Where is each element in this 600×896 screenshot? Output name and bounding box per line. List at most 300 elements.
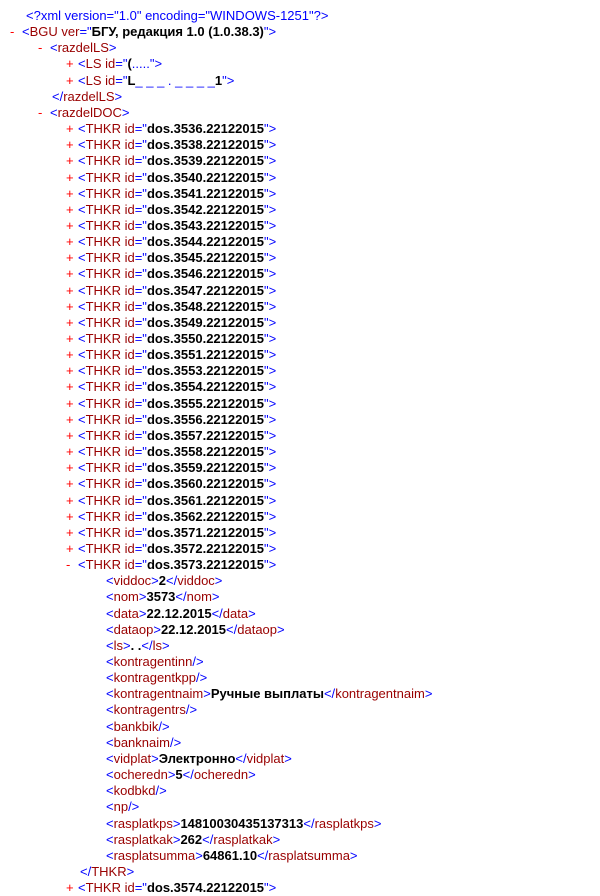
tag-name: THKR id [85,460,135,476]
element-value: 5 [175,767,183,783]
attribute-value: dos.3549.22122015 [146,314,265,330]
attribute-value: dos.3543.22122015 [146,217,265,233]
ls-node [66,73,234,89]
bracket: "> [264,540,277,556]
bracket: < [106,605,114,621]
field-rasplatsumma [106,848,358,864]
expand-toggle-icon[interactable]: + [66,427,74,443]
thkr-node-collapsed [66,315,276,331]
bracket: < [78,557,86,573]
bracket: "> [149,56,163,72]
expand-toggle-icon[interactable]: + [66,379,74,395]
attribute-value: dos.3553.22122015 [146,363,265,379]
tag-name: BGU ver [29,24,80,40]
thkr-node-collapsed [66,509,276,525]
bracket: < [78,282,86,298]
tag-name: nom [186,589,212,605]
bracket: =" [134,201,147,217]
attribute-value: ( [127,56,132,72]
expand-toggle-icon[interactable]: + [66,524,74,540]
bracket: </ [80,863,92,879]
bracket: > [108,40,117,56]
attribute-value: dos.3542.22122015 [146,201,265,217]
collapse-toggle-icon[interactable]: - [10,24,15,40]
bracket: > [121,104,130,120]
bracket: </ [182,767,194,783]
thkr-node-collapsed [66,460,276,476]
bracket: </ [303,815,315,831]
bracket: </ [211,605,223,621]
bracket: =" [134,427,147,443]
thkr-node-collapsed [66,299,276,315]
bracket: < [78,234,86,250]
expand-toggle-icon[interactable]: + [66,331,74,346]
field-rasplatkak [106,832,280,848]
element-value: Ручные выплаты [210,686,324,702]
razdells-close [52,89,122,105]
bracket: < [106,654,114,669]
attribute-value: dos.3545.22122015 [146,250,265,266]
thkr-node-collapsed [66,493,276,509]
bracket: =" [79,24,92,40]
attribute-value: dos.3555.22122015 [146,395,265,411]
thkr-node-collapsed [66,234,276,250]
element-value: 22.12.2015 [146,605,212,621]
bracket: > [151,573,159,589]
tag-name: razdelLS [63,88,115,104]
collapse-toggle-icon[interactable]: - [38,40,43,56]
tag-name: THKR id [85,121,135,137]
tag-name: kontragentkpp [113,670,196,686]
attribute-value: dos.3571.22122015 [146,524,265,540]
bracket: =" [134,331,147,346]
tag-name: kontragentrs [113,702,186,718]
bracket: </ [166,573,178,589]
expand-toggle-icon[interactable]: + [66,185,74,201]
bracket: > [138,605,147,621]
tag-name: THKR id [85,137,135,153]
tag-name: LS id [85,56,116,72]
tag-name: razdelDOC [57,104,122,120]
bracket: =" [134,298,147,314]
thkr-node-collapsed [66,541,276,557]
attribute-value: dos.3547.22122015 [146,282,265,298]
expand-toggle-icon[interactable]: + [66,492,74,508]
bracket: < [78,185,86,201]
tag-name: np [113,799,129,815]
tag-name: THKR id [85,282,135,298]
thkr-node-collapsed [66,186,276,202]
expand-toggle-icon[interactable]: + [66,476,74,492]
bracket: /> [128,799,140,815]
bracket: =" [134,217,147,233]
bracket: =" [115,56,128,72]
bracket: < [78,460,86,476]
bracket: "> [264,217,277,233]
bracket: > [195,847,203,863]
tag-name: rasplatkak [213,831,273,847]
attribute-value: 1 [214,72,223,88]
bracket: < [78,298,86,314]
tag-name: THKR id [85,201,135,217]
expand-toggle-icon[interactable]: + [66,201,74,217]
tag-name: THKR id [85,411,135,427]
thkr-node-expanded [66,557,276,573]
expand-toggle-icon[interactable]: + [66,363,74,379]
bracket: < [106,847,114,863]
tag-name: THKR id [85,234,135,250]
tag-name: THKR id [85,153,135,169]
bracket: > [203,686,211,702]
tag-name: viddoc [177,573,215,589]
bracket: > [151,750,159,766]
thkr-node-collapsed [66,379,276,395]
attribute-value: L [127,72,136,88]
bracket: < [78,524,86,540]
thkr-node-collapsed [66,250,276,266]
field-bankbik [106,719,170,735]
collapse-toggle-icon[interactable]: - [38,104,43,120]
field-kontragentnaim [106,686,432,702]
bracket: > [424,686,433,702]
bracket: /> [192,654,204,669]
attribute-value: dos.3544.22122015 [146,234,265,250]
bracket: =" [134,540,147,556]
bracket: =" [134,476,147,492]
tag-name: kontragentnaim [113,686,204,702]
element-value: 22.12.2015 [160,621,227,637]
bracket: < [106,767,114,783]
tag-name: THKR id [85,331,135,346]
bracket: "> [264,266,277,282]
bracket: "> [264,492,277,508]
field-ocheredn [106,767,256,783]
tag-name: kontragentinn [113,654,193,669]
tag-name: kontragentnaim [335,686,425,702]
bracket: "> [264,880,277,896]
bracket: < [106,718,114,734]
tag-name: THKR id [85,185,135,201]
bracket: "> [264,282,277,298]
bracket: < [78,379,86,395]
bracket: < [78,492,86,508]
bracket: "> [264,137,277,153]
attribute-value: dos.3536.22122015 [146,121,265,137]
bracket: "> [264,444,277,460]
bracket: > [214,573,223,589]
field-banknaim [106,735,181,751]
tag-name: THKR [91,863,127,879]
tag-name: vidplat [246,750,285,766]
field-vidplat [106,751,292,767]
attribute-value-redacted: ..... [131,56,150,72]
bracket: </ [257,847,269,863]
tag-name: data [222,605,249,621]
tag-name: rasplatsumma [113,847,196,863]
expand-toggle-icon[interactable]: + [66,460,74,476]
bracket: > [272,831,281,847]
attribute-value: БГУ, редакция 1.0 (1.0.38.3) [91,24,264,40]
bracket: > [162,637,170,653]
expand-toggle-icon[interactable]: + [66,395,74,411]
expand-toggle-icon[interactable]: + [66,298,74,314]
bracket: "> [264,557,277,573]
tag-name: THKR id [85,169,135,185]
tag-name: rasplatkps [314,815,374,831]
xml-declaration [26,8,328,24]
tag-name: rasplatkps [113,815,173,831]
bracket: < [78,169,86,185]
bracket: < [78,314,86,330]
tag-name: viddoc [113,573,152,589]
bracket: /> [158,718,170,734]
bracket: =" [134,508,147,524]
attribute-value: dos.3538.22122015 [146,137,265,153]
bracket: < [78,72,86,88]
bracket: < [78,56,86,72]
tag-name: kodbkd [113,783,156,799]
attribute-value: dos.3558.22122015 [146,444,265,460]
tag-name: THKR id [85,363,135,379]
element-value: 64861.10 [202,847,258,863]
bracket: < [78,476,86,492]
element-value: . . [130,637,142,653]
field-nom [106,589,220,605]
bracket: "> [222,72,235,88]
expand-toggle-icon[interactable]: + [66,444,74,460]
thkr-node-collapsed [66,525,276,541]
expand-toggle-icon[interactable]: + [66,411,74,427]
bracket: < [78,411,86,427]
element-value: 262 [180,831,203,847]
bracket: > [122,637,131,653]
bracket: "> [264,250,277,266]
bracket: =" [134,250,147,266]
attribute-value: dos.3561.22122015 [146,492,265,508]
bracket: < [106,702,114,718]
bracket: > [167,767,176,783]
thkr-node-collapsed [66,283,276,299]
attribute-value: dos.3557.22122015 [146,427,265,443]
bracket: =" [134,153,147,169]
attribute-value: dos.3574.22122015 [146,880,265,896]
bracket: < [106,621,114,637]
bracket: =" [134,121,147,137]
tag-name: THKR id [85,476,135,492]
attribute-value: dos.3560.22122015 [146,476,265,492]
bracket: < [106,589,114,605]
tag-name: THKR id [85,444,135,460]
bracket: > [277,621,285,637]
bracket: < [78,250,86,266]
bracket: > [114,88,123,104]
bracket: =" [134,282,147,298]
attribute-value: dos.3559.22122015 [146,460,265,476]
bracket: "> [264,185,277,201]
tag-name: THKR id [85,379,135,395]
field-kontragentinn [106,654,204,670]
attribute-value: dos.3572.22122015 [146,540,265,556]
expand-toggle-icon[interactable]: + [66,153,74,169]
bracket: < [106,831,114,847]
bracket: </ [175,589,187,605]
collapse-toggle-icon[interactable]: - [66,557,71,573]
bracket: < [78,137,86,153]
bracket: "> [264,411,277,427]
bracket: > [211,589,220,605]
expand-toggle-icon[interactable]: + [66,540,74,556]
bracket: "> [264,234,277,250]
bracket: > [349,847,358,863]
bracket: > [126,863,135,879]
bracket: "> [264,379,277,395]
bracket: < [106,686,114,702]
tag-name: THKR id [85,508,135,524]
tag-name: rasplatkak [113,831,173,847]
bracket: =" [134,137,147,153]
bracket: < [50,40,58,56]
expand-toggle-icon[interactable]: + [66,169,74,185]
bracket: "> [264,169,277,185]
expand-toggle-icon[interactable]: + [66,508,74,524]
field-dataop [106,622,285,638]
tag-name: vidplat [113,750,152,766]
expand-toggle-icon[interactable]: + [66,72,74,88]
thkr-node-collapsed [66,428,276,444]
bracket: < [106,815,114,831]
thkr-node-partial [66,880,276,896]
tag-name: THKR id [85,217,135,233]
bracket: =" [134,379,147,395]
attribute-value: dos.3540.22122015 [146,169,265,185]
tag-name: data [113,605,139,621]
bracket: > [248,605,256,621]
bracket: </ [226,621,238,637]
bracket: < [106,670,114,686]
bracket: > [284,750,292,766]
thkr-node-collapsed [66,412,276,428]
root-node [10,24,276,40]
bracket: < [50,104,58,120]
field-kontragentrs [106,702,197,718]
expand-toggle-icon[interactable]: + [66,282,74,298]
bracket: < [106,637,114,653]
tag-name: THKR id [85,298,135,314]
tag-name: rasplatsumma [268,847,350,863]
bracket: "> [264,476,277,492]
thkr-node-collapsed [66,347,276,363]
field-kodbkd [106,783,167,799]
field-rasplatkps [106,816,381,832]
thkr-node-collapsed [66,363,276,379]
expand-toggle-icon[interactable]: + [66,347,74,363]
expand-toggle-icon[interactable]: + [66,217,74,233]
expand-toggle-icon[interactable]: + [66,266,74,282]
bracket: /> [155,783,167,799]
bracket: "> [264,508,277,524]
field-kontragentkpp [106,670,207,686]
attribute-value: dos.3556.22122015 [146,411,265,427]
expand-toggle-icon[interactable]: + [66,121,74,137]
expand-toggle-icon[interactable]: + [66,234,74,250]
thkr-node-collapsed [66,218,276,234]
bracket: "> [264,298,277,314]
tag-name: THKR id [85,880,135,896]
bracket: < [106,734,114,750]
attribute-value: dos.3562.22122015 [146,508,265,524]
tag-name: THKR id [85,524,135,540]
bracket: > [172,831,181,847]
thkr-node-collapsed [66,170,276,186]
bracket: =" [134,880,147,896]
tag-name: dataop [113,621,154,637]
bracket: =" [115,72,128,88]
bracket: =" [134,234,147,250]
thkr-node-collapsed [66,476,276,492]
bracket: < [78,444,86,460]
bracket: < [78,331,86,346]
bracket: < [78,201,86,217]
tag-name: bankbik [113,718,159,734]
ls-node [66,56,162,72]
bracket: =" [134,460,147,476]
bracket: "> [264,201,277,217]
field-ls [106,638,170,654]
expand-toggle-icon[interactable]: + [66,314,74,330]
bracket: =" [134,185,147,201]
bracket: < [78,363,86,379]
tag-name: LS id [85,72,116,88]
bracket: < [22,24,30,40]
bracket: =" [134,395,147,411]
thkr-node-collapsed [66,266,276,282]
bracket: /> [169,734,182,750]
bracket: =" [134,492,147,508]
tag-name: ls [113,637,123,653]
tag-name: ocheredn [113,767,168,783]
thkr-node-collapsed [66,331,276,347]
field-viddoc [106,573,222,589]
bracket: =" [134,411,147,427]
expand-toggle-icon[interactable]: + [66,250,74,266]
bracket: =" [134,314,147,330]
bracket: =" [134,266,147,282]
tag-name: THKR id [85,314,135,330]
expand-toggle-icon[interactable]: + [66,880,74,896]
bracket: > [172,815,181,831]
element-value: 3573 [146,589,176,605]
attribute-value: dos.3551.22122015 [146,347,265,363]
thkr-node-collapsed [66,202,276,218]
bracket: =" [134,169,147,185]
bracket: "> [264,427,277,443]
bracket: < [78,217,86,233]
attribute-value: dos.3573.22122015 [146,557,265,573]
tag-name: THKR id [85,427,135,443]
element-value: 2 [158,573,166,589]
expand-toggle-icon[interactable]: + [66,56,74,72]
tag-name: nom [113,589,139,605]
bracket: "> [264,347,277,363]
attribute-value: dos.3541.22122015 [146,185,265,201]
expand-toggle-icon[interactable]: + [66,137,74,153]
bracket: < [106,799,114,815]
bracket: > [153,621,161,637]
bracket: < [78,427,86,443]
bracket: "> [264,331,277,346]
bracket: "> [264,395,277,411]
bracket: "> [264,121,277,137]
